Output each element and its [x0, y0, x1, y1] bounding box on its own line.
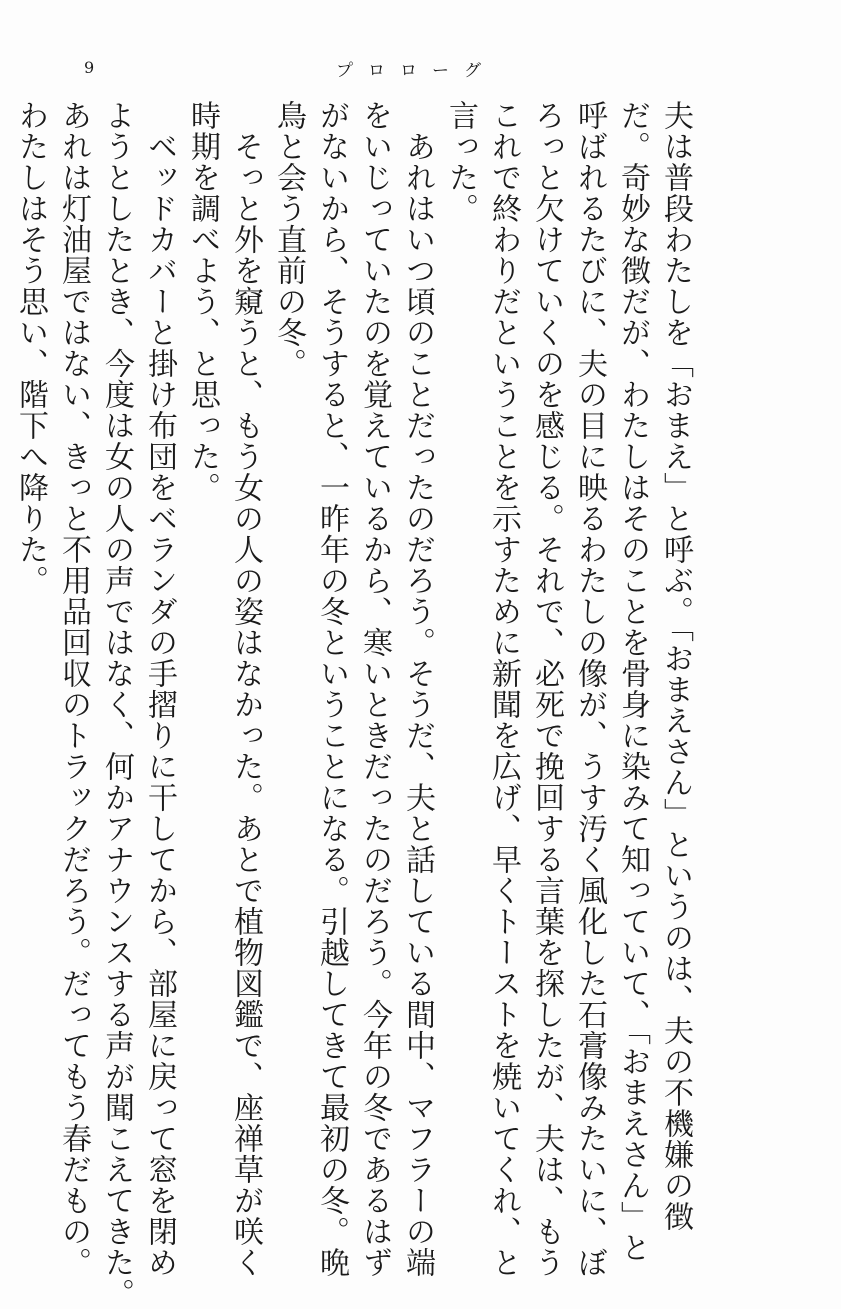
text-line: そっと外を窺うと、もう女の人の姿はなかった。あとで植物図鑑で、座禅草が咲く — [228, 100, 263, 1278]
text-line: これで終わりだということを示すために新聞を広げ、早くトーストを焼いてくれ、と — [486, 100, 521, 1278]
text-line: 鳥と会う直前の冬。 — [271, 100, 306, 379]
running-head: プロローグ — [336, 61, 496, 81]
text-line: だ。奇妙な徴だが、わたしはそのことを骨身に染みて知っていて、「おまえさん」と — [615, 100, 650, 1263]
text-line: をいじっていたのを覚えているから、寒いときだったのだろう。今年の冬であるはず — [357, 100, 392, 1278]
text-line: あれは灯油屋ではない、きっと不用品回収のトラックだろう。だってもう春だもの。 — [56, 100, 91, 1278]
text-line: ろっと欠けていくのを感じる。それで、必死で挽回する言葉を探したが、夫は、もう — [529, 100, 564, 1278]
text-line: あれはいつ頃のことだったのだろう。そうだ、夫と話している間中、マフラーの端 — [400, 100, 435, 1278]
body-text — [9, 100, 697, 1309]
page-number: 9 — [84, 58, 95, 77]
text-line: 時期を調べよう、と思った。 — [185, 100, 220, 503]
text-line: 夫は普段わたしを「おまえ」と呼ぶ。「おまえさん」というのは、夫の不機嫌の徴 — [658, 100, 693, 1232]
text-line: 言った。 — [443, 100, 478, 224]
text-line: がないから、そうすると、一昨年の冬ということになる。引越してきて最初の冬。晩 — [314, 100, 349, 1278]
text-line: わたしはそう思い、階下へ降りた。 — [13, 100, 48, 596]
text-line: 呼ばれるたびに、夫の目に映るわたしの像が、うす汚く風化した石膏像みたいに、ぼ — [572, 100, 607, 1278]
text-line: ベッドカバーと掛け布団をベランダの手摺りに干してから、部屋に戻って窓を閉め — [142, 100, 177, 1278]
text-line: ようとしたとき、今度は女の人の声ではなく、何かアナウンスする声が聞こえてきた。 — [99, 100, 134, 1309]
